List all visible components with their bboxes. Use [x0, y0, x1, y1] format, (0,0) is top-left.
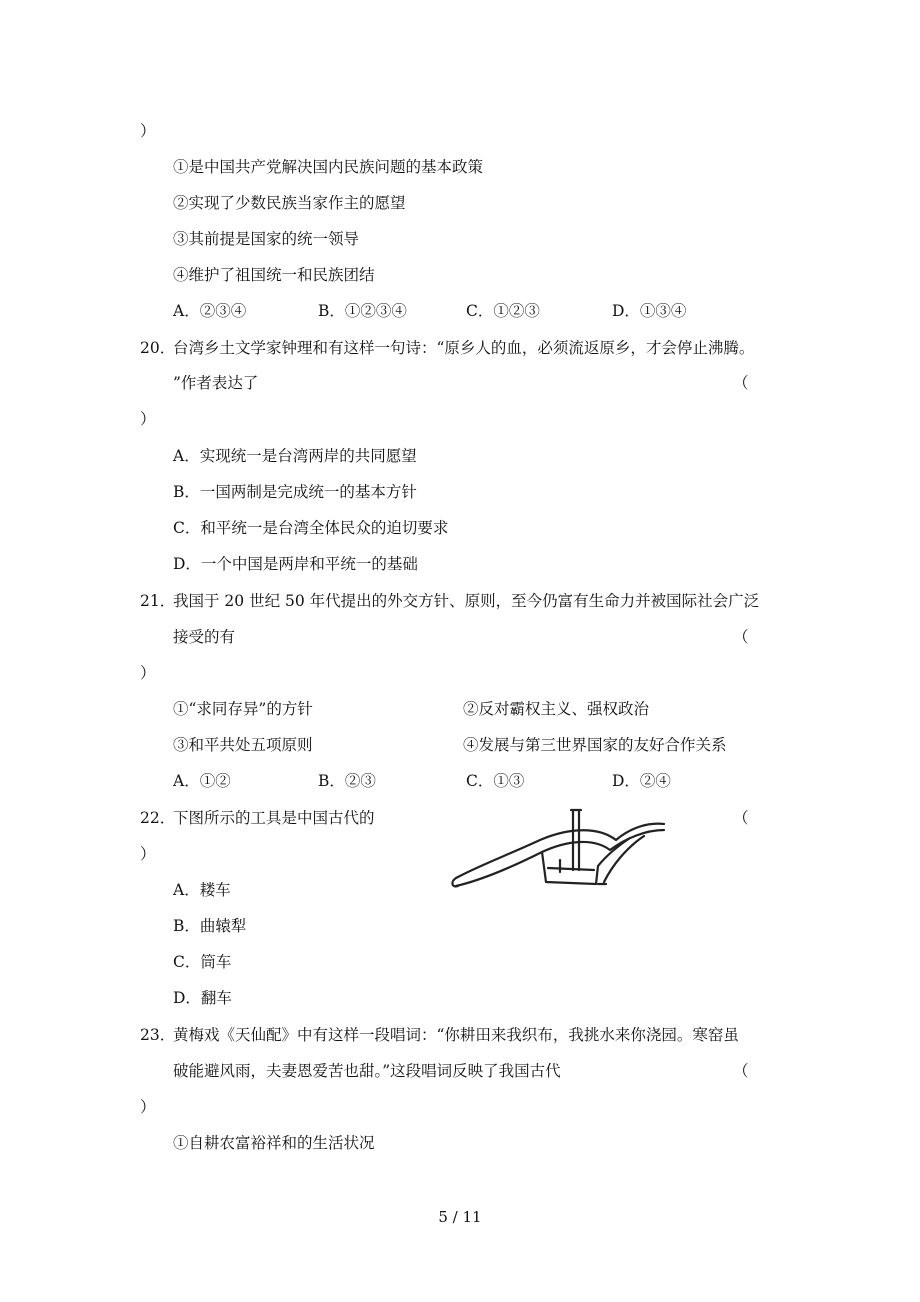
- q19-option-d: D．①③④: [612, 302, 687, 320]
- q21-item-4: ④发展与第三世界国家的友好合作关系: [463, 736, 727, 754]
- q21-item-2: ②反对霸权主义、强权政治: [463, 700, 650, 718]
- q20-option-d: D．一个中国是两岸和平统一的基础: [173, 555, 418, 573]
- q19-item-3: ③其前提是国家的统一领导: [173, 230, 360, 248]
- q20-open-paren: （: [733, 374, 749, 392]
- q22-option-d: D．翻车: [173, 989, 232, 1007]
- q22-close-paren: ）: [140, 845, 156, 863]
- q21-option-d: D．②④: [612, 772, 671, 790]
- q20-option-a: A．实现统一是台湾两岸的共同愿望: [173, 447, 417, 465]
- q21-stem-line1: 我国于 20 世纪 50 年代提出的外交方针、原则，至今仍富有生命力并被国际社会广泛: [173, 592, 760, 610]
- q20-option-b: B．一国两制是完成统一的基本方针: [173, 483, 417, 501]
- q21-item-3: ③和平共处五项原则: [173, 736, 313, 754]
- q23-stem-line1: 黄梅戏《天仙配》中有这样一段唱词：“你耕田来我织布，我挑水来你浇园。寒窑虽: [173, 1026, 739, 1044]
- q20-close-paren: ）: [140, 410, 156, 428]
- q20-number: 20．: [140, 339, 176, 357]
- q21-option-a: A．①②: [173, 772, 231, 790]
- q21-open-paren: （: [733, 628, 749, 646]
- q19-option-a: A．②③④: [173, 302, 247, 320]
- q20-option-c: C．和平统一是台湾全体民众的迫切要求: [173, 519, 449, 537]
- q19-item-4: ④维护了祖国统一和民族团结: [173, 266, 375, 284]
- q21-close-paren: ）: [140, 664, 156, 682]
- q22-option-a: A．耧车: [173, 881, 231, 899]
- q22-option-b: B．曲辕犁: [173, 917, 247, 935]
- q22-open-paren: （: [733, 809, 749, 827]
- q22-stem: 下图所示的工具是中国古代的: [173, 809, 375, 827]
- q23-item-1: ①自耕农富裕祥和的生活状况: [173, 1134, 375, 1152]
- q23-stem-line2: 破能避风雨，夫妻恩爱苦也甜。”这段唱词反映了我国古代: [173, 1062, 561, 1080]
- q19-option-c: C．①②③: [466, 302, 540, 320]
- q21-option-b: B．②③: [318, 772, 376, 790]
- q19-item-2: ②实现了少数民族当家作主的愿望: [173, 194, 406, 212]
- q22-option-c: C．筒车: [173, 953, 232, 971]
- q21-item-1: ①“求同存异”的方针: [173, 700, 313, 718]
- q23-close-paren: ）: [140, 1098, 156, 1116]
- q21-number: 21．: [140, 592, 176, 610]
- q21-option-c: C．①③: [466, 772, 525, 790]
- q19-item-1: ①是中国共产党解决国内民族问题的基本政策: [173, 158, 484, 176]
- q21-stem-line2: 接受的有: [173, 628, 236, 646]
- q22-number: 22．: [140, 809, 176, 827]
- q20-stem-line2: ”作者表达了: [173, 374, 259, 392]
- q19-option-b: B．①②③④: [318, 302, 407, 320]
- q23-open-paren: （: [733, 1062, 749, 1080]
- q20-stem-line1: 台湾乡土文学家钟理和有这样一句诗：“原乡人的血，必须流返原乡，才会停止沸腾。: [173, 339, 755, 357]
- curved-plough-illustration: [448, 806, 670, 906]
- q23-number: 23．: [140, 1026, 176, 1044]
- q19-close-paren: ）: [140, 122, 156, 140]
- page-number: 5 / 11: [438, 1208, 482, 1226]
